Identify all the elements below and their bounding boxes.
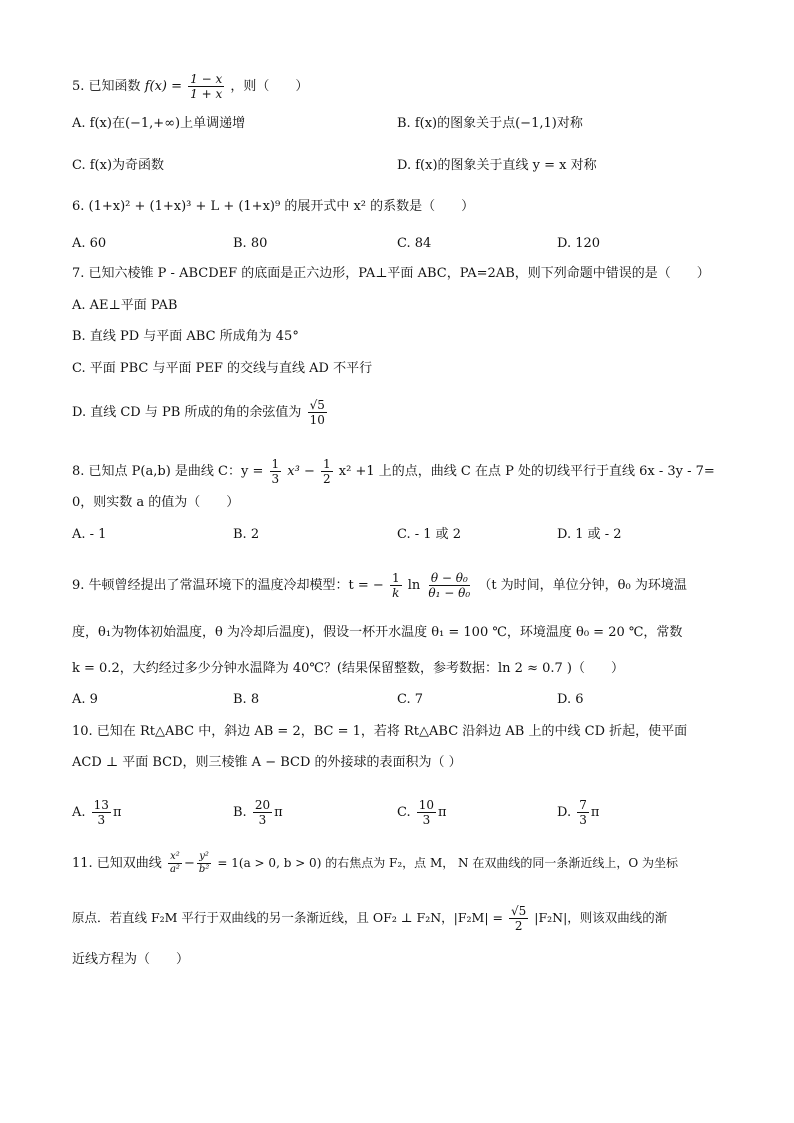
q10-c-num: 10 [418, 798, 435, 812]
q10-a-num: 13 [93, 798, 109, 812]
q9-line1-b: （t 为时间，单位分钟，θ₀ 为环境温 [478, 578, 687, 593]
q7-d-den: 10 [309, 413, 325, 427]
q7-stem: 7. 已知六棱锥 P - ABCDEF 的底面是正六边形，PA⊥平面 ABC，PA=2AB，则下列命题中错误的是（ ） [72, 266, 710, 281]
q10-b-fraction [253, 798, 272, 827]
q11-minus: − [183, 856, 195, 871]
q10-d-fraction [577, 798, 589, 827]
q11-stem-line1 [72, 851, 678, 876]
q8-line1-b: x² +1 上的点，曲线 C 在点 P 处的切线平行于直线 6x - 3y - 7= [338, 464, 715, 479]
q7-option-c: C. 平面 PBC 与平面 PEF 的交线与直线 AD 不平行 [72, 361, 373, 376]
q11-line1-b: = 1(a > 0, b > 0) 的右焦点为 F₂，点 M， N 在双曲线的同一条渐近线上，O 为坐标 [217, 856, 679, 870]
q9-stem-line2: 度，θ₁为物体初始温度，θ 为冷却后温度)，假设一杯开水温度 θ₁ = 100 ℃，环境温度 θ₀ = 20 ℃，常数 [72, 625, 683, 640]
q9-stem-line3: k = 0.2，大约经过多少分钟水温降为 40℃？(结果保留整数，参考数据：ln 2 ≈ 0.7 )（ ） [72, 661, 624, 676]
q11-frac-x-den: a² [169, 864, 180, 875]
q9-option-d: D. 6 [557, 692, 584, 707]
q10-option-b [233, 798, 283, 827]
q5-stem [72, 72, 308, 101]
q10-a-den: 3 [97, 813, 106, 827]
q10-d-label: D. [557, 805, 572, 820]
q10-d-tail: π [590, 805, 600, 820]
q11-line2-a: 原点．若直线 F₂M 平行于双曲线的另一条渐近线，且 OF₂ ⊥ F₂N，|F₂M| = [72, 910, 504, 925]
q5-stem-prefix: 5. 已知函数 [72, 79, 141, 94]
q11-frac-x-num: x² [170, 851, 180, 862]
q8-frac1-den: 3 [271, 472, 280, 486]
q8-line1-a: 8. 已知点 P(a,b) 是曲线 C：y = [72, 464, 264, 479]
q10-stem-line1: 10. 已知在 Rt△ABC 中，斜边 AB = 2，BC = 1，若将 Rt△ABC 沿斜边 AB 上的中线 CD 折起，使平面 [72, 724, 688, 739]
q8-frac1 [270, 457, 282, 486]
q9-frac2-den: θ₁ − θ₀ [428, 586, 471, 600]
q5-option-c: C. f(x)为奇函数 [72, 158, 165, 173]
q10-d-den: 3 [579, 813, 587, 827]
q8-stem-line1 [72, 457, 715, 486]
q9-frac1-den: k [392, 586, 400, 600]
q8-frac2-num: 1 [323, 457, 331, 471]
q5-stem-suffix: ，则（ ） [230, 79, 309, 94]
q9-option-c: C. 7 [397, 692, 424, 707]
q11-frac-y-den: b² [198, 864, 210, 875]
q9-frac1 [390, 571, 402, 600]
q10-c-fraction [417, 798, 436, 827]
q6-stem: 6. (1+x)² + (1+x)³ + L + (1+x)⁹ 的展开式中 x² 的系数是（ ） [72, 199, 475, 214]
q10-a-tail: π [112, 805, 122, 820]
q7-option-d [72, 398, 329, 427]
q5-frac-num: 1 − x [190, 72, 223, 86]
q5-option-a: A. f(x)在(−1,+∞)上单调递增 [72, 116, 246, 131]
q11-frac-x [168, 851, 182, 876]
q10-a-label: A. [72, 805, 86, 820]
q10-d-num: 7 [579, 798, 587, 812]
q10-c-label: C. [397, 805, 411, 820]
q11-ratio-num: √5 [511, 904, 527, 918]
q6-option-d: D. 120 [557, 236, 601, 251]
q10-b-label: B. [233, 805, 247, 820]
q8-mid1: x³ − [287, 464, 315, 479]
q8-frac1-num: 1 [271, 457, 280, 471]
q7-d-fraction [308, 398, 327, 427]
q5-option-b: B. f(x)的图象关于点(−1,1)对称 [397, 116, 583, 131]
q5-fraction [188, 72, 224, 101]
q8-stem-line2: 0，则实数 a 的值为（ ） [72, 495, 240, 510]
q9-option-b: B. 8 [233, 692, 260, 707]
q5-option-d: D. f(x)的图象关于直线 y = x 对称 [397, 158, 597, 173]
q9-ln: ln [407, 578, 421, 593]
q9-line1-a: 9. 牛顿曾经提出了常温环境下的温度冷却模型：t = − [72, 578, 384, 593]
q11-line2-b: |F₂N|，则该双曲线的渐 [534, 910, 668, 925]
q10-c-den: 3 [422, 813, 431, 827]
q8-frac2-den: 2 [323, 472, 331, 486]
q8-option-c: C. - 1 或 2 [397, 527, 462, 542]
q6-option-b: B. 80 [233, 236, 268, 251]
q8-option-b: B. 2 [233, 527, 260, 542]
q10-option-d [557, 798, 599, 827]
q9-frac2-num: θ − θ₀ [430, 571, 468, 585]
q10-a-fraction [92, 798, 111, 827]
q9-frac1-num: 1 [391, 571, 400, 585]
q10-b-den: 3 [258, 813, 267, 827]
q9-option-a: A. 9 [72, 692, 98, 707]
q10-option-a [72, 798, 122, 827]
q9-frac2 [426, 571, 472, 600]
q11-line1-a: 11. 已知双曲线 [72, 856, 162, 871]
q7-d-num: √5 [309, 398, 325, 412]
q7-d-prefix: D. 直线 CD 与 PB 所成的角的余弦值为 [72, 405, 302, 420]
q11-stem-line2 [72, 904, 667, 933]
q7-option-a: A. AE⊥平面 PAB [72, 298, 178, 313]
q8-option-d: D. 1 或 - 2 [557, 527, 622, 542]
q8-option-a: A. - 1 [72, 527, 107, 542]
q11-ratio-frac [509, 904, 528, 933]
q5-func: f(x) = [144, 79, 182, 94]
q6-option-c: C. 84 [397, 236, 432, 251]
q10-option-c [397, 798, 447, 827]
q11-frac-y [197, 851, 211, 876]
q10-b-num: 20 [254, 798, 271, 812]
q11-ratio-den: 2 [514, 919, 523, 933]
q11-stem-line3: 近线方程为（ ） [72, 952, 190, 967]
q9-stem-line1 [72, 571, 687, 600]
q8-frac2 [321, 457, 333, 486]
q10-c-tail: π [438, 805, 447, 820]
q6-option-a: A. 60 [72, 236, 107, 251]
q11-frac-y-num: y² [199, 851, 209, 862]
q10-stem-line2: ACD ⊥ 平面 BCD，则三棱锥 A − BCD 的外接球的表面积为（ ） [72, 755, 462, 770]
q10-b-tail: π [274, 805, 283, 820]
q5-frac-den: 1 + x [190, 87, 223, 101]
q7-option-b: B. 直线 PD 与平面 ABC 所成角为 45° [72, 329, 299, 344]
